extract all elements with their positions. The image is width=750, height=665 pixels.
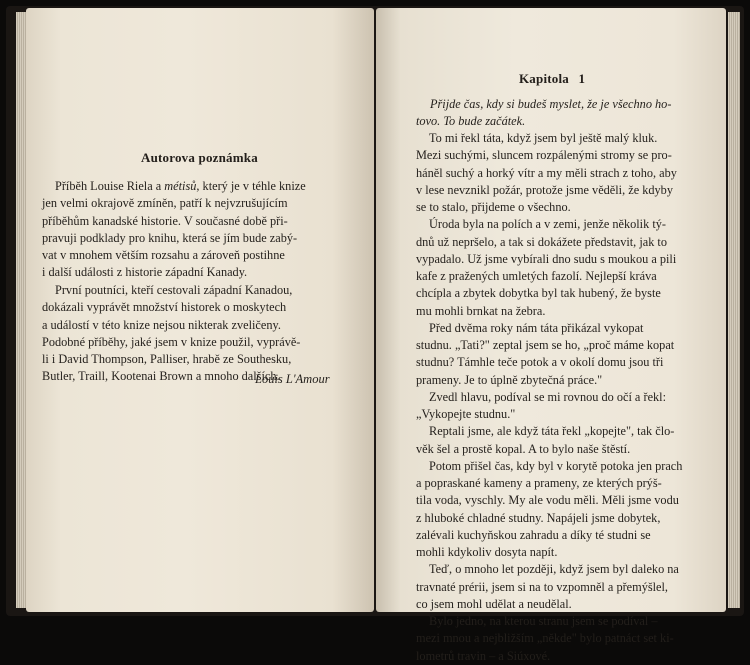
text-line: příběhům kanadské historie. V současné době při- bbox=[42, 213, 288, 228]
text-line: věk šel a prostě kopal. A to bylo naše štěstí. bbox=[416, 441, 631, 456]
text-line: Příběh Louise Riela a métisů, který je v téhle knize bbox=[55, 179, 306, 193]
author-note-paragraph-1 bbox=[42, 178, 356, 282]
text-line: kafe z pražených umletých fazolí. Nejlepší kráva bbox=[416, 269, 657, 283]
text-line: Úroda byla na polích a v zemi, jenže několik tý- bbox=[429, 217, 666, 232]
text-line: To mi řekl táta, když jsem byl ještě malý kluk. bbox=[429, 131, 658, 145]
text-line: lometrů travin – a Siúxové. bbox=[416, 648, 551, 663]
text-line: Reptali jsme, ale když táta řekl „kopejte", tak člo- bbox=[429, 424, 675, 439]
text-line: prameny. Je to úplně zbytečná práce." bbox=[416, 372, 603, 387]
text-line: chcípla a zbytek dobytka byl tak hubený, že byste bbox=[416, 286, 661, 301]
text-line: tila voda, vyschly. My ale vodu měli. Měli jsme vodu bbox=[416, 493, 679, 508]
text-line: Zvedl hlavu, podíval se mi rovnou do očí a řekl: bbox=[429, 389, 667, 404]
text-line: Mezi suchými, sluncem rozpálenými stromy se pro- bbox=[416, 148, 672, 163]
text-line: li i David Thompson, Palliser, hrabě ze Southesku, bbox=[42, 352, 292, 366]
text-line: studnu. „Tati?" zeptal jsem se ho, „proč máme kopat bbox=[416, 338, 675, 352]
text-line: háněl suchý a horký vítr a my měli strach z toho, aby bbox=[416, 165, 677, 180]
author-signature: Louis L'Amour bbox=[255, 372, 330, 386]
chapter-heading: Kapitola 1 bbox=[519, 71, 586, 86]
page-edges-left bbox=[16, 12, 26, 608]
text-line: studnu? Támhle teče potok a v okolí domu jsou tři bbox=[416, 355, 664, 370]
text-line: Před dvěma roky nám táta přikázal vykopat bbox=[429, 320, 644, 335]
text-line: Teď, o mnoho let později, když jsem byl daleko na bbox=[429, 562, 679, 577]
page-edges-right bbox=[728, 12, 740, 608]
text-line: mohli kdykoliv dosyta napít. bbox=[416, 545, 558, 559]
text-line: v lese nevznikl požár, protože jsme věděli, že kdyby bbox=[416, 182, 673, 197]
text-line: tovo. To bude začátek. bbox=[416, 114, 526, 129]
text-line: „Vykopejte studnu." bbox=[416, 407, 516, 421]
text-line: a událostí v této knize nejsou nikterak zveličeny. bbox=[42, 317, 281, 332]
text-line: Podobné příběhy, jaké jsem v knize použil, vyprávě- bbox=[42, 334, 301, 349]
text-line: dnů už nepršelo, a tak si dokážete představit, jak to bbox=[416, 234, 667, 249]
open-book bbox=[6, 6, 744, 663]
text-line: travnaté prérii, jsem si na to vzpomněl a přemýšlel, bbox=[416, 579, 669, 594]
left-page bbox=[26, 8, 374, 612]
text-line: co jsem mohl udělat a neudělal. bbox=[416, 596, 572, 611]
text-line: i další události z historie západní Kanady. bbox=[42, 265, 248, 280]
author-note-heading: Autorova poznámka bbox=[141, 150, 258, 165]
text-line: se to stalo, přijdeme o všechno. bbox=[416, 200, 571, 214]
text-line: Přijde čas, kdy si budeš myslet, že je všechno ho- bbox=[430, 97, 672, 111]
author-note-paragraph-2 bbox=[42, 282, 356, 386]
text-line: jen velmi okrajově zmíněn, patří k nejvzrušujícím bbox=[42, 196, 288, 211]
italic-term: métisů bbox=[164, 179, 197, 193]
right-page bbox=[376, 8, 726, 663]
text-line: Bylo jedno, na kterou stranu jsem se podíval – bbox=[429, 614, 658, 628]
text-line: Potom přišel čas, kdy byl v korytě potoka jen prach bbox=[429, 458, 683, 473]
text-line: z hluboké chladné studny. Napájeli jsme dobytek, bbox=[416, 510, 661, 525]
text-line: pravuji podklady pro knihu, která se jím bude zabý- bbox=[42, 230, 298, 245]
text-line: zalévali kuchyňskou zahradu a díky té studni se bbox=[416, 527, 651, 542]
text-line: vypadalo. Už jsme vybírali dno sudu s moukou a pili bbox=[416, 251, 677, 266]
text-line: mezi mnou a nejbližším „někde" bylo patnáct set ki- bbox=[416, 631, 674, 646]
text-line: mu mohli brnkat na žebra. bbox=[416, 303, 546, 318]
text-line: První poutníci, kteří cestovali západní Kanadou, bbox=[55, 283, 293, 297]
chapter-epigraph bbox=[416, 96, 702, 131]
text-line: a popraskané kameny a prameny, ze kterých prýš- bbox=[416, 476, 662, 490]
text-line: dokázali vyprávět množství historek o moskytech bbox=[42, 300, 287, 315]
text-line: Butler, Traill, Kootenai Brown a mnoho dalších. bbox=[42, 369, 280, 384]
chapter-body-text bbox=[416, 130, 702, 665]
text-line: vat v mnohem větším rozsahu a zároveň postihne bbox=[42, 248, 285, 262]
